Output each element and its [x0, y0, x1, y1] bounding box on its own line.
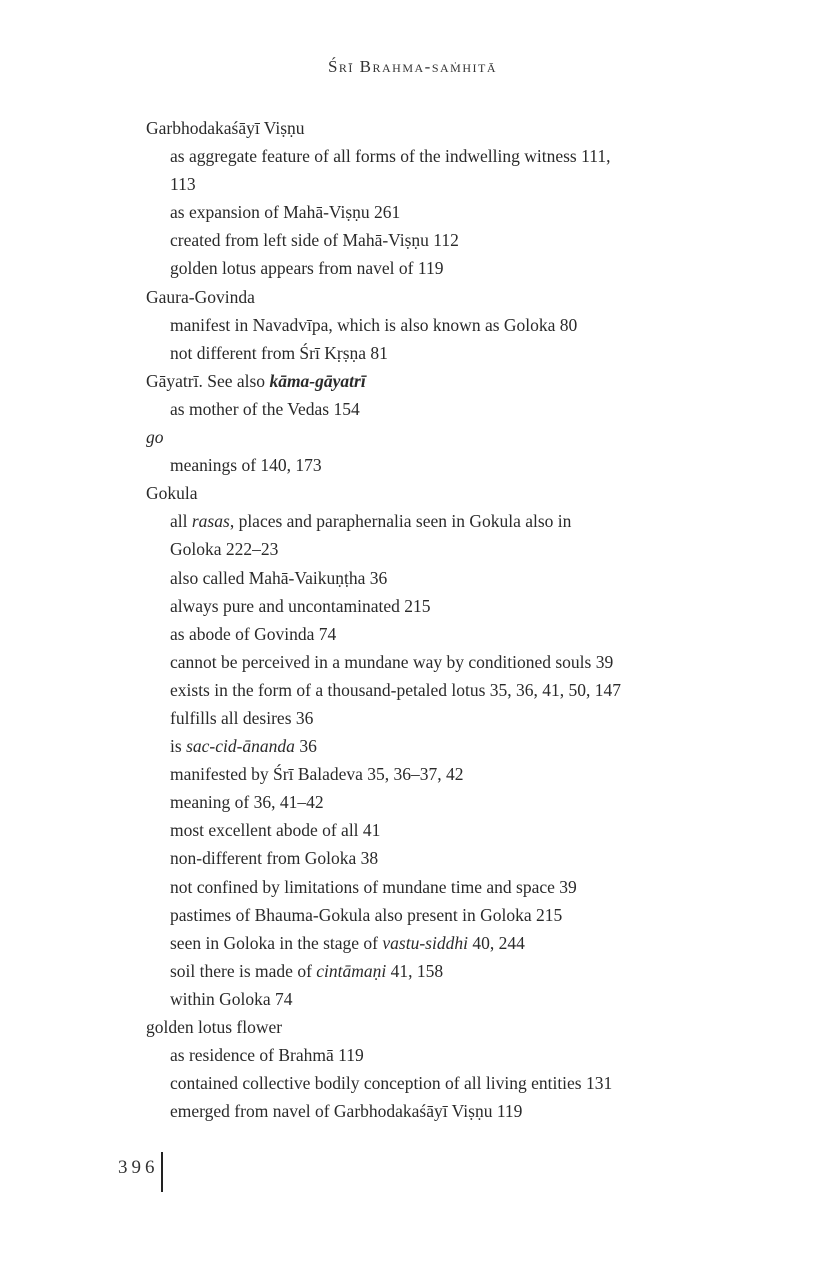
entry-text: as abode of Govinda 74 — [170, 623, 337, 644]
entry-text: most excellent abode of all 41 — [170, 820, 381, 841]
index-subentry — [146, 254, 766, 282]
entry-text: Gāyatrī. See also — [146, 370, 270, 391]
index-subentry — [146, 957, 766, 985]
entry-text: as expansion of Mahā-Viṣṇu 261 — [170, 202, 401, 223]
index-subentry — [146, 1069, 766, 1097]
entry-text: rasas — [191, 511, 230, 532]
index-subentry — [146, 564, 766, 592]
entry-text: Garbhodakaśāyī Viṣṇu — [146, 118, 305, 138]
index-list — [146, 114, 766, 1125]
page-number: 396 — [118, 1157, 159, 1178]
folio-rule — [161, 1152, 163, 1192]
index-subentry — [146, 142, 766, 170]
entry-text: as aggregate feature of all forms of the indwelling witness 111, — [170, 146, 611, 167]
entry-text: manifested by Śrī Baladeva 35, 36–37, 42 — [170, 764, 464, 785]
entry-text: not different from Śrī Kṛṣṇa 81 — [170, 342, 388, 363]
entry-text: cannot be perceived in a mundane way by conditioned souls 39 — [170, 651, 614, 672]
index-entry — [146, 479, 766, 507]
index-entry — [146, 423, 766, 451]
entry-text: golden lotus appears from navel of 119 — [170, 258, 444, 279]
index-subentry — [146, 1041, 766, 1069]
entry-text: sac-cid-ānanda — [186, 736, 295, 757]
entry-text: within Goloka 74 — [170, 988, 293, 1009]
index-subentry — [146, 451, 766, 479]
index-subentry — [146, 226, 766, 254]
entry-text: seen in Goloka in the stage of — [170, 932, 383, 953]
index-subentry — [146, 507, 766, 535]
index-subentry — [146, 760, 766, 788]
entry-text: all — [170, 511, 192, 532]
index-entry — [146, 114, 766, 142]
entry-text: emerged from navel of Garbhodakaśāyī Viṣṇu 119 — [170, 1101, 523, 1122]
entry-text: pastimes of Bhauma-Gokula also present in Goloka 215 — [170, 904, 563, 925]
entry-text: contained collective bodily conception of all living entities 131 — [170, 1073, 613, 1094]
index-subentry — [146, 929, 766, 957]
entry-text: meanings of 140, 173 — [170, 455, 322, 476]
folio — [118, 1152, 163, 1192]
index-subentry — [146, 844, 766, 872]
entry-text: golden lotus flower — [146, 1017, 283, 1037]
entry-text: non-different from Goloka 38 — [170, 848, 379, 869]
index-subentry — [146, 620, 766, 648]
index-subentry — [146, 985, 766, 1013]
index-entry — [146, 1013, 766, 1041]
index-subentry — [146, 339, 766, 367]
entry-text: is — [170, 736, 187, 757]
index-subentry — [146, 816, 766, 844]
index-entry — [146, 283, 766, 311]
entry-text: soil there is made of — [170, 960, 317, 981]
entry-text: kāma-gāyatrī — [269, 370, 366, 391]
index-subentry — [146, 676, 766, 704]
entry-text: meaning of 36, 41–42 — [170, 792, 324, 813]
index-subentry — [146, 311, 766, 339]
index-subentry — [146, 704, 766, 732]
index-subentry — [146, 198, 766, 226]
entry-text: cintāmaṇi — [316, 960, 387, 981]
entry-text: Goloka 222–23 — [170, 539, 279, 560]
entry-text: exists in the form of a thousand-petaled lotus 35, 36, 41, 50, 147 — [170, 679, 622, 700]
entry-text: , places and paraphernalia seen in Gokula also in — [229, 511, 572, 532]
entry-text: 40, 244 — [467, 932, 525, 953]
index-subentry — [146, 648, 766, 676]
entry-text: fulfills all desires 36 — [170, 707, 314, 728]
entry-text: 113 — [170, 174, 196, 195]
entry-text: vastu-siddhi — [382, 932, 468, 953]
entry-text: always pure and uncontaminated 215 — [170, 595, 431, 616]
index-subentry — [146, 170, 766, 198]
entry-text: 36 — [294, 736, 317, 757]
index-subentry — [146, 592, 766, 620]
index-subentry — [146, 873, 766, 901]
running-head: Śrī Brahma-saṁhitā — [327, 57, 498, 76]
index-subentry — [146, 901, 766, 929]
entry-text: as residence of Brahmā 119 — [170, 1045, 364, 1066]
index-subentry — [146, 788, 766, 816]
index-subentry — [146, 535, 766, 563]
entry-text: Gaura-Govinda — [146, 286, 255, 307]
index-subentry — [146, 395, 766, 423]
entry-text: manifest in Navadvīpa, which is also known as Goloka 80 — [170, 314, 578, 335]
entry-text: Gokula — [146, 483, 198, 504]
entry-text: as mother of the Vedas 154 — [170, 398, 360, 419]
entry-text: go — [146, 427, 164, 448]
entry-text: 41, 158 — [386, 960, 444, 981]
index-subentry — [146, 1097, 766, 1125]
index-entry — [146, 367, 766, 395]
index-subentry — [146, 732, 766, 760]
entry-text: also called Mahā-Vaikuṇṭha 36 — [170, 567, 388, 588]
entry-text: not confined by limitations of mundane time and space 39 — [170, 876, 577, 897]
entry-text: created from left side of Mahā-Viṣṇu 112 — [170, 230, 459, 251]
